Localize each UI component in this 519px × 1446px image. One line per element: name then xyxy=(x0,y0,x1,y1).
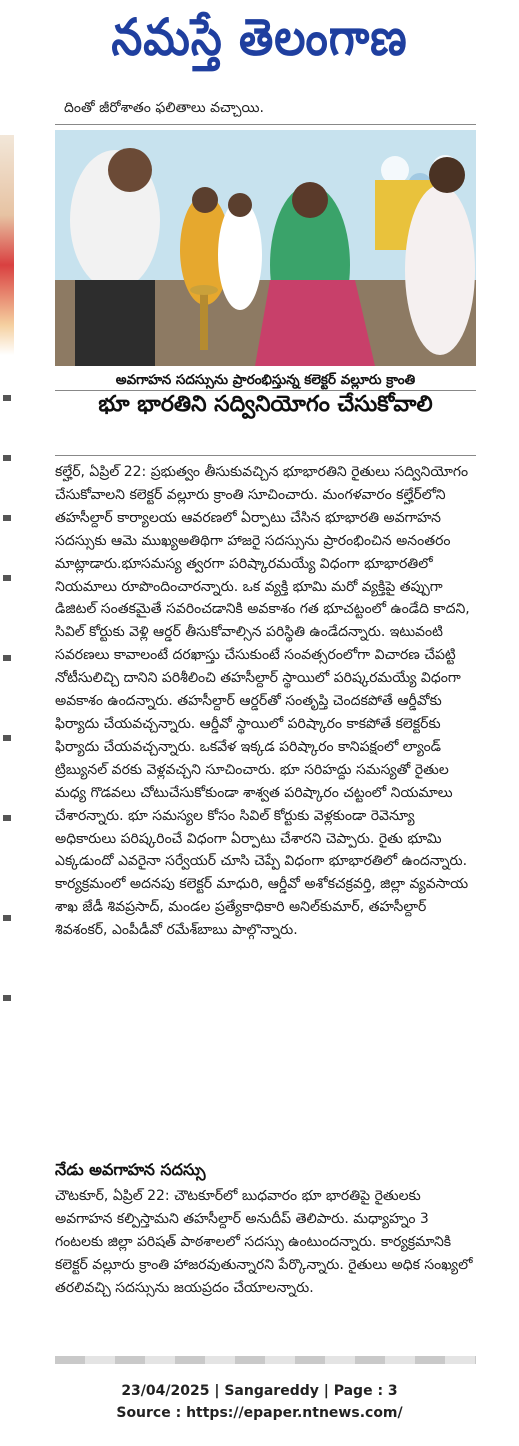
masthead xyxy=(0,0,519,88)
photo-caption: అవగాహన సదస్సును ప్రారంభిస్తున్న కలెక్టర్ వల్లూరు క్రాంతి xyxy=(115,372,416,388)
photo-illustration xyxy=(55,130,476,366)
next-article-edge xyxy=(55,1356,476,1364)
divider xyxy=(55,390,476,391)
newspaper-title: నమస్తే తెలంగాణ xyxy=(111,8,408,67)
page-footer xyxy=(0,1380,519,1424)
source-line: Source : https://epaper.ntnews.com/ xyxy=(116,1405,403,1421)
divider xyxy=(55,124,476,125)
article-headline: భూ భారతిని సద్వినియోగం చేసుకోవాలి xyxy=(98,392,433,417)
divider xyxy=(55,455,476,456)
sidebar-body: చౌటకూర్, ఏప్రిల్ 22: చౌటకూర్‌లో బుధవారం భూ భారతిపై రైతులకు అవగాహన కల్పిస్తామని తహసీల్దార్ అనుదీప్ తెలిపారు. మధ్యాహ్నం 3 గంటలకు జిల్లా పరిషత్ పాఠశాలలో సదస్సు ఉంటుందన్నారు. కార్యక్రమానికి కలెక్టర్ వల్లూరు క్రాంతి హాజరవుతున్నారని పేర్కొన్నారు. రైతులు అధిక సంఖ్యలో తరలివచ్చి సదస్సును జయప్రదం చేయాలన్నారు. xyxy=(55,1188,473,1296)
adjacent-page-edge xyxy=(0,95,14,1105)
edition-line: 23/04/2025 | Sangareddy | Page : 3 xyxy=(121,1383,398,1399)
sidebar-subhead: నేడు అవగాహన సదస్సు xyxy=(55,1160,206,1179)
article-photo xyxy=(55,130,476,366)
previous-article-tail: దింతో జీరోశాతం ఫలితాలు వచ్చాయి. xyxy=(64,100,264,116)
article-body: కల్హేర్, ఏప్రిల్ 22: ప్రభుత్వం తీసుకువచ్చిన భూభారతిని రైతులు సద్వినియోగం చేసుకోవాలని కలెక్టర్ వల్లూరు క్రాంతి సూచించారు. మంగళవారం కల్హేర్‌లోని తహసీల్దార్ కార్యాలయ ఆవరణలో ఏర్పాటు చేసిన భూభారతి అవగాహన సదస్సుకు ఆమె ముఖ్యఅతిథిగా హాజరై సదస్సును ప్రారంభించిన అనంతరం మాట్లాడారు.భూసమస్య త్వరగా పరిష్కారమయ్యే విధంగా భూభారతిలో నియమాలు రూపొందించారన్నారు. ఒక వ్యక్తి భూమి మరో వ్యక్తిపై తప్పుగా డిజిటల్ సంతకమైతే సవరించడానికి అవకాశం గత భూచట్టంలో ఉండేది కాదని, సివిల్ కోర్టుకు వెళ్లి ఆర్డర్ తీసుకోవాల్సిన పరిస్థితి ఉండేదన్నారు. ఇటువంటి సవరణలు కావాలంటే దరఖాస్తు చేసుకుంటే సంవత్సరంలోగా విచారణ చేపట్టి నోటీసులిచ్చి దానిని పరిశీలించి తహసీల్దార్ స్థాయిలో పరిష్కరమయ్యే విధంగా అవకాశం ఉందన్నారు. తహసీల్దార్ ఆర్డర్‌తో సంతృప్తి చెందకపోతే ఆర్డీవోకు ఫిర్యాదు చేయవచ్చన్నారు. ఆర్డీవో స్థాయిలో పరిష్కారం కాకపోతే కలెక్టర్‌కు ఫిర్యాదు చేయవచ్చన్నారు. ఒకవేళ ఇక్కడ పరిష్కారం కానిపక్షంలో ల్యాండ్ ట్రిబ్యునల్ వరకు వెళ్లవచ్చని సూచించారు. భూ సరిహద్దు సమస్యతో రైతుల మధ్య గొడవలు చోటుచేసుకోకుండా శాశ్వత పరిష్కారం చట్టంలో నియమాలు చేశారన్నారు. భూ సమస్యల కోసం సివిల్ కోర్టుకు వెళ్లకుండా రెవెన్యూ అధికారులు పరిష్కరించే విధంగా ఏర్పాటు చేశారని చెప్పారు. రైతు భూమి ఎక్కడుందో ఎవరైనా సర్వేయర్ చూసి చెప్పే విధంగా భూభారతిలో ఉందన్నారు. కార్యక్రమంలో అదనపు కలెక్టర్ మాధురి, ఆర్డీవో అశోకచక్రవర్తి, జిల్లా వ్యవసాయ శాఖ జేడీ శివప్రసాద్, మండల ప్రత్యేకాధికారి అనిల్‌కుమార్, తహసీల్దార్ శివశంకర్, ఎంపీడీవో రమేశ్‌బాబు పాల్గొన్నారు. xyxy=(55,464,470,939)
